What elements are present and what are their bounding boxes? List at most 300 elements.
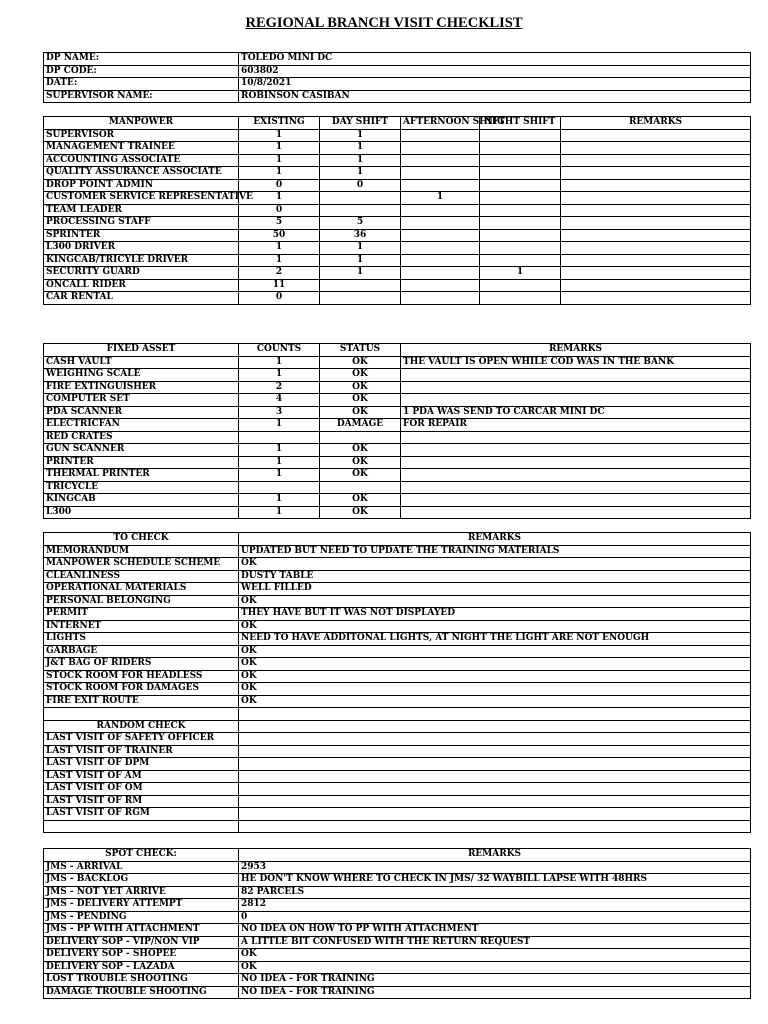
fixed-asset-row bbox=[44, 369, 751, 382]
asset-status: OK bbox=[320, 494, 401, 507]
count-cell bbox=[401, 142, 480, 155]
asset-name: TRICYCLE bbox=[44, 481, 239, 494]
check-remarks: OK bbox=[239, 558, 751, 571]
column-header: AFTERNOON SHIFT bbox=[401, 117, 480, 130]
spot-check-row bbox=[44, 924, 751, 937]
info-row bbox=[44, 53, 751, 66]
asset-status: OK bbox=[320, 381, 401, 394]
count-cell: 0 bbox=[239, 292, 320, 305]
fixed-asset-row bbox=[44, 444, 751, 457]
manpower-row bbox=[44, 254, 751, 267]
fixed-asset-row bbox=[44, 406, 751, 419]
blank-cell bbox=[44, 708, 239, 721]
manpower-row bbox=[44, 179, 751, 192]
count-cell bbox=[561, 267, 751, 280]
manpower-row bbox=[44, 292, 751, 305]
position-name: SPRINTER bbox=[44, 229, 239, 242]
check-remarks: OK bbox=[239, 683, 751, 696]
position-name: PROCESSING STAFF bbox=[44, 217, 239, 230]
check-remarks: OK bbox=[239, 645, 751, 658]
column-header: NIGHT SHIFT bbox=[480, 117, 561, 130]
random-check-remarks bbox=[239, 795, 751, 808]
count-cell: 5 bbox=[239, 217, 320, 230]
fixed-asset-row bbox=[44, 431, 751, 444]
spot-remarks: 82 PARCELS bbox=[239, 886, 751, 899]
fixed-asset-row bbox=[44, 469, 751, 482]
to-check-row bbox=[44, 620, 751, 633]
spot-item: JMS - NOT YET ARRIVE bbox=[44, 886, 239, 899]
to-check-row bbox=[44, 645, 751, 658]
column-header: STATUS bbox=[320, 344, 401, 357]
count-cell bbox=[320, 192, 401, 205]
count-cell: 1 bbox=[239, 254, 320, 267]
manpower-row bbox=[44, 129, 751, 142]
count-cell bbox=[480, 167, 561, 180]
asset-status: OK bbox=[320, 369, 401, 382]
random-check-row bbox=[44, 733, 751, 746]
random-check-row bbox=[44, 758, 751, 771]
fixed-asset-row bbox=[44, 506, 751, 519]
spot-item: DELIVERY SOP - LAZADA bbox=[44, 961, 239, 974]
random-check-row bbox=[44, 795, 751, 808]
count-cell bbox=[401, 229, 480, 242]
asset-remarks bbox=[401, 381, 751, 394]
info-row bbox=[44, 78, 751, 91]
fixed-asset-row bbox=[44, 456, 751, 469]
random-check-header: RANDOM CHECK bbox=[44, 720, 239, 733]
random-check-item: LAST VISIT OF SAFETY OFFICER bbox=[44, 733, 239, 746]
count-cell bbox=[480, 129, 561, 142]
asset-status: OK bbox=[320, 456, 401, 469]
page-title: REGIONAL BRANCH VISIT CHECKLIST bbox=[245, 15, 523, 31]
spot-item: DELIVERY SOP - VIP/NON VIP bbox=[44, 936, 239, 949]
asset-name: PRINTER bbox=[44, 456, 239, 469]
info-label: DP NAME: bbox=[44, 53, 239, 66]
asset-count: 1 bbox=[239, 506, 320, 519]
info-table bbox=[43, 52, 751, 103]
fixed-asset-row bbox=[44, 394, 751, 407]
manpower-row bbox=[44, 217, 751, 230]
manpower-row bbox=[44, 229, 751, 242]
to-check-row bbox=[44, 558, 751, 571]
info-value: 603802 bbox=[239, 65, 751, 78]
spot-remarks: NO IDEA ON HOW TO PP WITH ATTACHMENT bbox=[239, 924, 751, 937]
count-cell: 1 bbox=[320, 129, 401, 142]
asset-count bbox=[239, 431, 320, 444]
asset-count: 1 bbox=[239, 369, 320, 382]
spot-check-row bbox=[44, 961, 751, 974]
to-check-row bbox=[44, 608, 751, 621]
count-cell: 1 bbox=[320, 242, 401, 255]
count-cell bbox=[480, 192, 561, 205]
to-check-row bbox=[44, 695, 751, 708]
count-cell bbox=[401, 129, 480, 142]
check-remarks: OK bbox=[239, 595, 751, 608]
asset-status: OK bbox=[320, 356, 401, 369]
asset-count: 4 bbox=[239, 394, 320, 407]
asset-name: COMPUTER SET bbox=[44, 394, 239, 407]
asset-status: OK bbox=[320, 444, 401, 457]
asset-name: THERMAL PRINTER bbox=[44, 469, 239, 482]
count-cell: 1 bbox=[239, 192, 320, 205]
count-cell bbox=[561, 154, 751, 167]
check-remarks: NEED TO HAVE ADDITONAL LIGHTS, AT NIGHT THE LIGHT ARE NOT ENOUGH bbox=[239, 633, 751, 646]
fixed-asset-row bbox=[44, 356, 751, 369]
random-check-row bbox=[44, 770, 751, 783]
random-check-item: LAST VISIT OF AM bbox=[44, 770, 239, 783]
count-cell bbox=[480, 229, 561, 242]
spot-check-row bbox=[44, 899, 751, 912]
to-check-row bbox=[44, 683, 751, 696]
manpower-table bbox=[43, 116, 751, 305]
count-cell bbox=[480, 142, 561, 155]
spot-check-row bbox=[44, 974, 751, 987]
count-cell bbox=[561, 217, 751, 230]
count-cell: 11 bbox=[239, 279, 320, 292]
count-cell bbox=[480, 292, 561, 305]
asset-count: 3 bbox=[239, 406, 320, 419]
fixed-asset-row bbox=[44, 494, 751, 507]
to-check-header-row bbox=[44, 533, 751, 546]
column-header: TO CHECK bbox=[44, 533, 239, 546]
spot-remarks: 2953 bbox=[239, 861, 751, 874]
asset-count: 1 bbox=[239, 356, 320, 369]
asset-status: OK bbox=[320, 394, 401, 407]
to-check-row bbox=[44, 545, 751, 558]
fixed-asset-header-row bbox=[44, 344, 751, 357]
check-item: STOCK ROOM FOR HEADLESS bbox=[44, 670, 239, 683]
check-item: LIGHTS bbox=[44, 633, 239, 646]
count-cell: 36 bbox=[320, 229, 401, 242]
check-remarks: THEY HAVE BUT IT WAS NOT DISPLAYED bbox=[239, 608, 751, 621]
check-item: OPERATIONAL MATERIALS bbox=[44, 583, 239, 596]
random-check-header-row bbox=[44, 720, 751, 733]
blank-cell bbox=[239, 708, 751, 721]
count-cell bbox=[480, 254, 561, 267]
asset-remarks bbox=[401, 456, 751, 469]
spot-remarks: OK bbox=[239, 961, 751, 974]
count-cell: 1 bbox=[239, 242, 320, 255]
asset-count: 2 bbox=[239, 381, 320, 394]
position-name: SUPERVISOR bbox=[44, 129, 239, 142]
to-check-table bbox=[43, 532, 751, 833]
spot-check-row bbox=[44, 949, 751, 962]
to-check-row bbox=[44, 670, 751, 683]
spot-item: DELIVERY SOP - SHOPEE bbox=[44, 949, 239, 962]
count-cell bbox=[401, 167, 480, 180]
manpower-row bbox=[44, 279, 751, 292]
spot-check-header-row bbox=[44, 849, 751, 862]
asset-count: 1 bbox=[239, 456, 320, 469]
check-item: MEMORANDUM bbox=[44, 545, 239, 558]
asset-name: CASH VAULT bbox=[44, 356, 239, 369]
count-cell: 1 bbox=[320, 167, 401, 180]
asset-remarks bbox=[401, 369, 751, 382]
spot-remarks: HE DON'T KNOW WHERE TO CHECK IN JMS/ 32 WAYBILL LAPSE WITH 48HRS bbox=[239, 874, 751, 887]
asset-status bbox=[320, 431, 401, 444]
spot-remarks: OK bbox=[239, 949, 751, 962]
column-header: REMARKS bbox=[401, 344, 751, 357]
random-check-remarks bbox=[239, 733, 751, 746]
spot-item: JMS - PENDING bbox=[44, 911, 239, 924]
position-name: SECURITY GUARD bbox=[44, 267, 239, 280]
count-cell bbox=[401, 254, 480, 267]
spot-item: JMS - DELIVERY ATTEMPT bbox=[44, 899, 239, 912]
count-cell bbox=[480, 279, 561, 292]
to-check-row bbox=[44, 570, 751, 583]
fixed-asset-row bbox=[44, 481, 751, 494]
count-cell bbox=[561, 142, 751, 155]
count-cell: 1 bbox=[320, 254, 401, 267]
position-name: MANAGEMENT TRAINEE bbox=[44, 142, 239, 155]
count-cell bbox=[561, 129, 751, 142]
check-item: INTERNET bbox=[44, 620, 239, 633]
count-cell: 0 bbox=[239, 179, 320, 192]
manpower-row bbox=[44, 242, 751, 255]
column-header: REMARKS bbox=[561, 117, 751, 130]
info-row bbox=[44, 90, 751, 103]
asset-name: WEIGHING SCALE bbox=[44, 369, 239, 382]
count-cell: 1 bbox=[480, 267, 561, 280]
spot-check-row bbox=[44, 986, 751, 999]
count-cell: 1 bbox=[239, 129, 320, 142]
check-item: J&T BAG OF RIDERS bbox=[44, 658, 239, 671]
random-check-remarks bbox=[239, 758, 751, 771]
to-check-row bbox=[44, 595, 751, 608]
random-check-item: LAST VISIT OF RM bbox=[44, 795, 239, 808]
to-check-row bbox=[44, 633, 751, 646]
spot-remarks: 0 bbox=[239, 911, 751, 924]
count-cell bbox=[401, 217, 480, 230]
check-item: PERMIT bbox=[44, 608, 239, 621]
count-cell: 2 bbox=[239, 267, 320, 280]
asset-name: RED CRATES bbox=[44, 431, 239, 444]
position-name: TEAM LEADER bbox=[44, 204, 239, 217]
check-remarks: DUSTY TABLE bbox=[239, 570, 751, 583]
asset-count: 1 bbox=[239, 444, 320, 457]
asset-name: PDA SCANNER bbox=[44, 406, 239, 419]
asset-remarks: 1 PDA WAS SEND TO CARCAR MINI DC bbox=[401, 406, 751, 419]
random-check-row bbox=[44, 808, 751, 821]
check-item: MANPOWER SCHEDULE SCHEME bbox=[44, 558, 239, 571]
info-label: SUPERVISOR NAME: bbox=[44, 90, 239, 103]
position-name: CUSTOMER SERVICE REPRESENTATIVE bbox=[44, 192, 239, 205]
blank-cell bbox=[239, 820, 751, 833]
check-remarks: OK bbox=[239, 670, 751, 683]
spot-check-row bbox=[44, 911, 751, 924]
asset-remarks: FOR REPAIR bbox=[401, 419, 751, 432]
to-check-row bbox=[44, 658, 751, 671]
count-cell bbox=[320, 292, 401, 305]
random-check-row bbox=[44, 745, 751, 758]
asset-name: L300 bbox=[44, 506, 239, 519]
count-cell bbox=[401, 204, 480, 217]
check-remarks: OK bbox=[239, 695, 751, 708]
asset-count bbox=[239, 481, 320, 494]
asset-remarks bbox=[401, 444, 751, 457]
position-name: CAR RENTAL bbox=[44, 292, 239, 305]
count-cell bbox=[561, 254, 751, 267]
count-cell bbox=[480, 179, 561, 192]
manpower-row bbox=[44, 167, 751, 180]
spot-remarks: NO IDEA - FOR TRAINING bbox=[239, 974, 751, 987]
random-check-item: LAST VISIT OF DPM bbox=[44, 758, 239, 771]
spot-check-row bbox=[44, 886, 751, 899]
count-cell bbox=[401, 267, 480, 280]
manpower-row bbox=[44, 192, 751, 205]
info-row bbox=[44, 65, 751, 78]
position-name: QUALITY ASSURANCE ASSOCIATE bbox=[44, 167, 239, 180]
random-check-remarks bbox=[239, 808, 751, 821]
asset-status: OK bbox=[320, 469, 401, 482]
blank-row bbox=[44, 708, 751, 721]
info-label: DP CODE: bbox=[44, 65, 239, 78]
spot-item: LOST TROUBLE SHOOTING bbox=[44, 974, 239, 987]
spot-remarks: 2812 bbox=[239, 899, 751, 912]
asset-name: FIRE EXTINGUISHER bbox=[44, 381, 239, 394]
info-value: 10/8/2021 bbox=[239, 78, 751, 91]
asset-remarks bbox=[401, 469, 751, 482]
check-item: CLEANLINESS bbox=[44, 570, 239, 583]
count-cell: 5 bbox=[320, 217, 401, 230]
spot-item: JMS - BACKLOG bbox=[44, 874, 239, 887]
info-value: TOLEDO MINI DC bbox=[239, 53, 751, 66]
column-header: FIXED ASSET bbox=[44, 344, 239, 357]
spot-check-row bbox=[44, 861, 751, 874]
asset-status bbox=[320, 481, 401, 494]
asset-remarks bbox=[401, 481, 751, 494]
spot-check-row bbox=[44, 874, 751, 887]
position-name: DROP POINT ADMIN bbox=[44, 179, 239, 192]
count-cell bbox=[401, 279, 480, 292]
manpower-header-row bbox=[44, 117, 751, 130]
manpower-row bbox=[44, 154, 751, 167]
manpower-row bbox=[44, 142, 751, 155]
check-remarks: UPDATED BUT NEED TO UPDATE THE TRAINING MATERIALS bbox=[239, 545, 751, 558]
spot-remarks: A LITTLE BIT CONFUSED WITH THE RETURN REQUEST bbox=[239, 936, 751, 949]
check-item: PERSONAL BELONGING bbox=[44, 595, 239, 608]
count-cell bbox=[480, 242, 561, 255]
info-label: DATE: bbox=[44, 78, 239, 91]
asset-remarks bbox=[401, 394, 751, 407]
manpower-row bbox=[44, 267, 751, 280]
count-cell bbox=[480, 154, 561, 167]
column-header: SPOT CHECK: bbox=[44, 849, 239, 862]
spot-check-row bbox=[44, 936, 751, 949]
spot-check-table bbox=[43, 848, 751, 999]
count-cell bbox=[561, 192, 751, 205]
count-cell: 1 bbox=[320, 267, 401, 280]
spot-item: JMS - PP WITH ATTACHMENT bbox=[44, 924, 239, 937]
check-remarks: WELL FILLED bbox=[239, 583, 751, 596]
count-cell: 1 bbox=[239, 154, 320, 167]
fixed-asset-row bbox=[44, 381, 751, 394]
random-check-row bbox=[44, 783, 751, 796]
asset-count: 1 bbox=[239, 494, 320, 507]
count-cell bbox=[480, 204, 561, 217]
count-cell: 1 bbox=[320, 142, 401, 155]
check-item: STOCK ROOM FOR DAMAGES bbox=[44, 683, 239, 696]
count-cell bbox=[401, 242, 480, 255]
count-cell bbox=[480, 217, 561, 230]
count-cell bbox=[561, 204, 751, 217]
manpower-row bbox=[44, 204, 751, 217]
asset-status: OK bbox=[320, 406, 401, 419]
asset-name: KINGCAB bbox=[44, 494, 239, 507]
column-header: REMARKS bbox=[239, 533, 751, 546]
asset-status: DAMAGE bbox=[320, 419, 401, 432]
asset-name: ELECTRICFAN bbox=[44, 419, 239, 432]
check-remarks: OK bbox=[239, 658, 751, 671]
count-cell: 1 bbox=[239, 167, 320, 180]
count-cell bbox=[320, 204, 401, 217]
asset-status: OK bbox=[320, 506, 401, 519]
asset-count: 1 bbox=[239, 469, 320, 482]
column-header: REMARKS bbox=[239, 849, 751, 862]
random-check-remarks bbox=[239, 745, 751, 758]
count-cell: 50 bbox=[239, 229, 320, 242]
count-cell bbox=[561, 242, 751, 255]
count-cell bbox=[561, 179, 751, 192]
spot-item: DAMAGE TROUBLE SHOOTING bbox=[44, 986, 239, 999]
check-remarks: OK bbox=[239, 620, 751, 633]
spot-remarks: NO IDEA - FOR TRAINING bbox=[239, 986, 751, 999]
count-cell: 1 bbox=[239, 142, 320, 155]
spot-item: JMS - ARRIVAL bbox=[44, 861, 239, 874]
asset-remarks bbox=[401, 494, 751, 507]
column-header: MANPOWER bbox=[44, 117, 239, 130]
check-item: GARBAGE bbox=[44, 645, 239, 658]
fixed-asset-table bbox=[43, 343, 751, 519]
blank-row bbox=[44, 820, 751, 833]
position-name: ACCOUNTING ASSOCIATE bbox=[44, 154, 239, 167]
to-check-row bbox=[44, 583, 751, 596]
count-cell: 1 bbox=[320, 154, 401, 167]
blank-cell bbox=[44, 820, 239, 833]
column-header: COUNTS bbox=[239, 344, 320, 357]
position-name: ONCALL RIDER bbox=[44, 279, 239, 292]
count-cell bbox=[401, 179, 480, 192]
asset-remarks: THE VAULT IS OPEN WHILE COD WAS IN THE BANK bbox=[401, 356, 751, 369]
count-cell bbox=[561, 229, 751, 242]
info-value: ROBINSON CASIBAN bbox=[239, 90, 751, 103]
fixed-asset-row bbox=[44, 419, 751, 432]
random-check-item: LAST VISIT OF RGM bbox=[44, 808, 239, 821]
column-header: EXISTING bbox=[239, 117, 320, 130]
random-check-item: LAST VISIT OF TRAINER bbox=[44, 745, 239, 758]
position-name: KINGCAB/TRICYLE DRIVER bbox=[44, 254, 239, 267]
count-cell: 0 bbox=[320, 179, 401, 192]
random-check-remarks bbox=[239, 770, 751, 783]
random-check-item: LAST VISIT OF OM bbox=[44, 783, 239, 796]
check-item: FIRE EXIT ROUTE bbox=[44, 695, 239, 708]
count-cell: 0 bbox=[239, 204, 320, 217]
count-cell bbox=[320, 279, 401, 292]
count-cell bbox=[561, 279, 751, 292]
position-name: L300 DRIVER bbox=[44, 242, 239, 255]
asset-remarks bbox=[401, 431, 751, 444]
column-header: DAY SHIFT bbox=[320, 117, 401, 130]
count-cell: 1 bbox=[401, 192, 480, 205]
count-cell bbox=[561, 292, 751, 305]
asset-count: 1 bbox=[239, 419, 320, 432]
blank-cell bbox=[239, 720, 751, 733]
random-check-remarks bbox=[239, 783, 751, 796]
asset-remarks bbox=[401, 506, 751, 519]
count-cell bbox=[401, 154, 480, 167]
asset-name: GUN SCANNER bbox=[44, 444, 239, 457]
count-cell bbox=[561, 167, 751, 180]
